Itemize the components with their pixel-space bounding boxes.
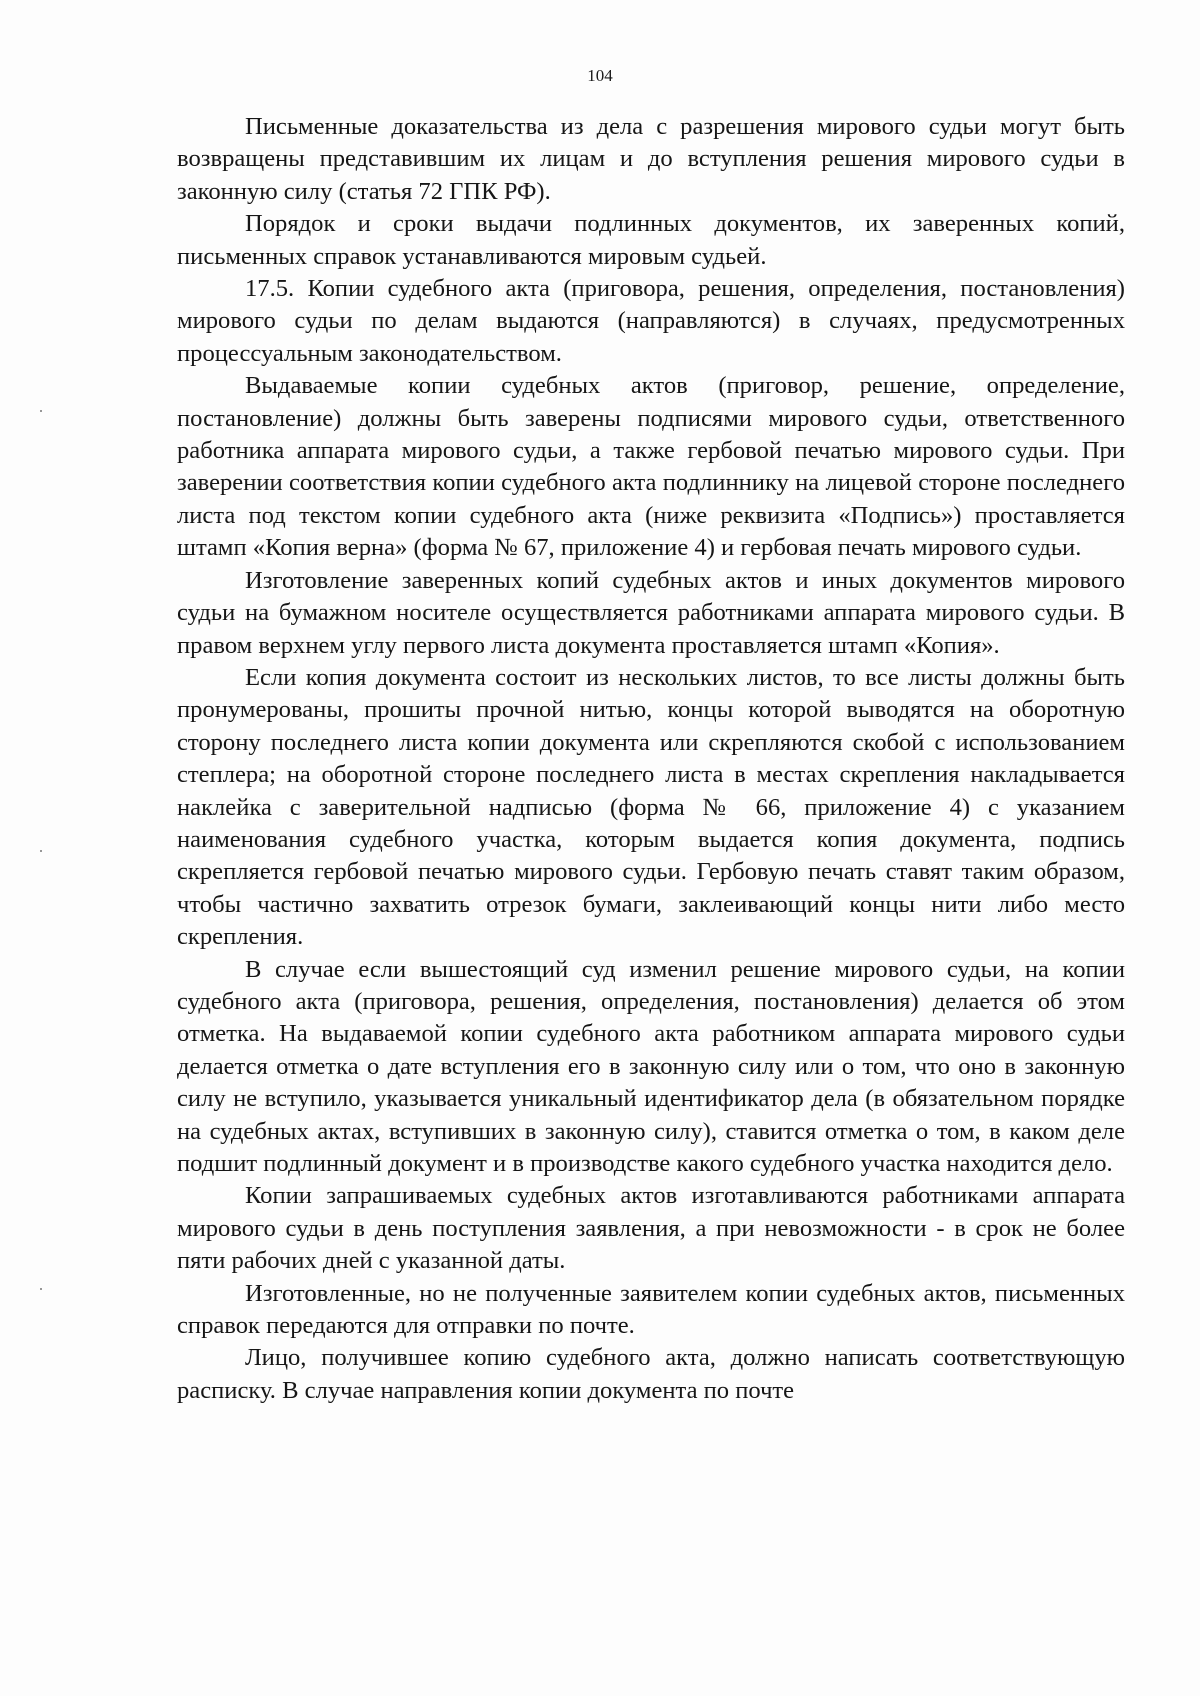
paragraph-issue-procedure: Порядок и сроки выдачи подлинных документов, их заверенных копий, письменных справок устанавливаются мировым судьей. bbox=[177, 210, 1125, 270]
paragraph-written-evidence: Письменные доказательства из дела с разрешения мирового судьи могут быть возвращены представившим их лицам и до вступления решения мирового судьи в законную силу (статья 72 ГПК РФ). bbox=[177, 113, 1125, 205]
page-number: 104 bbox=[587, 66, 613, 85]
paragraph-copy-production: Изготовление заверенных копий судебных актов и иных документов мирового судьи на бумажном носителе осуществляется работниками аппарата мирового судьи. В правом верхнем углу первого листа документа проставляется штамп «Копия». bbox=[177, 566, 1125, 659]
scan-speck bbox=[40, 1288, 42, 1290]
scan-speck bbox=[40, 410, 42, 412]
paragraph-section-17-5: 17.5. Копии судебного акта (приговора, решения, определения, постановления) мирового судьи по делам выдаются (направляются) в случаях, предусмотренных процессуальным законодательством. bbox=[177, 275, 1125, 367]
paragraph-multi-sheet-copies: Если копия документа состоит из нескольких листов, то все листы должны быть пронумерованы, прошиты прочной нитью, концы которой выводятся на оборотную сторону последнего листа копии документа или скрепляются скобой с использованием степлера; на оборотной стороне последнего листа в местах скрепления накладывается наклейка с заверительной надписью (форма № 66, приложение 4) с указанием наименования судебного участка, которым выдается копия документа, подпись скрепляется гербовой печатью мирового судьи. Гербовую печать ставят таким образом, чтобы частично захватить отрезок бумаги, заклеивающий концы нити либо место скрепления. bbox=[177, 663, 1125, 951]
scan-speck bbox=[40, 850, 42, 852]
paragraph-certified-copies: Выдаваемые копии судебных актов (приговор, решение, определение, постановление) должны быть заверены подписями мирового судьи, ответственного работника аппарата мирового судьи, а также гербовой печатью мирового судьи. При заверении соответствия копии судебного акта подлиннику на лицевой стороне последнего листа под текстом копии судебного акта (ниже реквизита «Подпись») проставляется штамп «Копия верна» (форма № 67, приложение 4) и гербовая печать мирового судьи. bbox=[177, 372, 1125, 562]
paragraph-unclaimed-copies: Изготовленные, но не полученные заявителем копии судебных актов, письменных справок передаются для отправки по почте. bbox=[177, 1279, 1125, 1340]
paragraph-copy-deadline: Копии запрашиваемых судебных актов изготавливаются работниками аппарата мирового судьи в день поступления заявления, а при невозможности - в срок не более пяти рабочих дней с указанной даты. bbox=[177, 1182, 1125, 1275]
document-body bbox=[177, 111, 1125, 1407]
paragraph-receipt: Лицо, получившее копию судебного акта, должно написать соответствующую расписку. В случае направления копии документа по почте bbox=[177, 1344, 1125, 1404]
paragraph-higher-court-changes: В случае если вышестоящий суд изменил решение мирового судьи, на копии судебного акта (приговора, решения, определения, постановления) делается об этом отметка. На выдаваемой копии судебного акта работником аппарата мирового судьи делается отметка о дате вступления его в законную силу или о том, что оно в законную силу не вступило, указывается уникальный идентификатор дела (в обязательном порядке на судебных актах, вступивших в законную силу), ставится отметка о том, в каком деле подшит подлинный документ и в производстве какого судебного участка находится дело. bbox=[177, 955, 1125, 1177]
